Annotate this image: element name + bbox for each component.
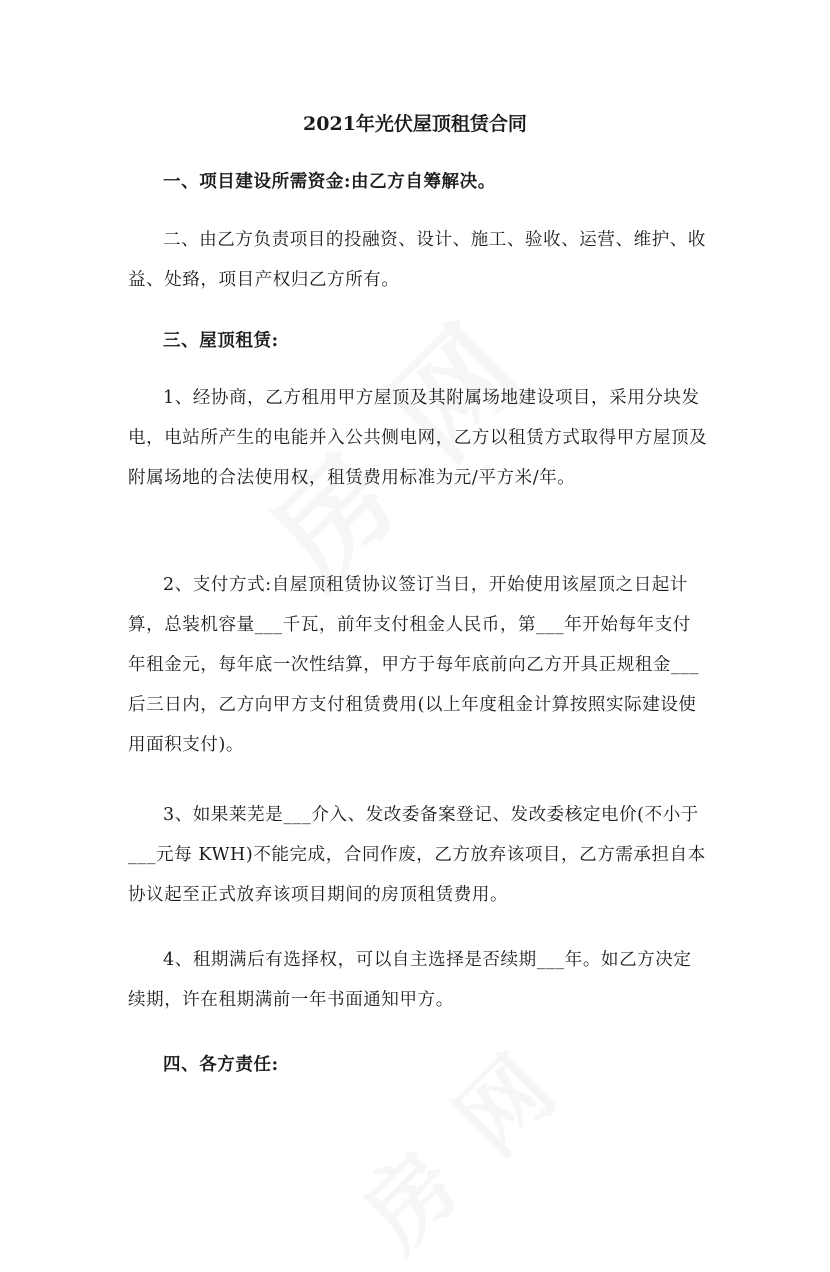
clause-4-renewal: 4、租期满后有选择权，可以自主选择是否续期___年。如乙方决定续期，许在租期满前一年书面通知甲方。 [128,950,692,1010]
clause-3-conditions: 3、如果莱芜是___介入、发改委备案登记、发改委核定电价(不小于___元每 KWH)不能完成，合同作废，乙方放弃该项目，乙方需承担自本协议起至正式放弃该项目期间的房顶租赁费用。 [128,805,706,905]
clause-2-payment: 2、支付方式:自屋顶租赁协议签订当日，开始使用该屋顶之日起计算，总装机容量___千瓦，前年支付租金人民币，第___年开始每年支付年租金元，每年底一次性结算，甲方于每年底前向乙方开具正规租金___后三日内，乙方向甲方支付租赁费用(以上年度租金计算按照实际建设使用面积支付)。 [128,575,700,755]
clause-1-lease-terms: 1、经协商，乙方租用甲方屋顶及其附属场地建设项目，采用分块发电，电站所产生的电能并入公共侧电网，乙方以租赁方式取得甲方屋顶及附属场地的合法使用权，租赁费用标准为元/平方米/年。 [128,388,708,488]
section-3-heading: 三、屋顶租赁: [163,331,279,351]
section-4-heading: 四、各方责任: [163,1055,279,1075]
section-1-funding: 一、项目建设所需资金:由乙方自筹解决。 [163,172,496,192]
document-title: 2021年光伏屋顶租赁合同 [303,113,527,135]
section-2-responsibility: 二、由乙方负责项目的投融资、设计、施工、验收、运营、维护、收益、处臵，项目产权归乙方所有。 [128,230,706,290]
